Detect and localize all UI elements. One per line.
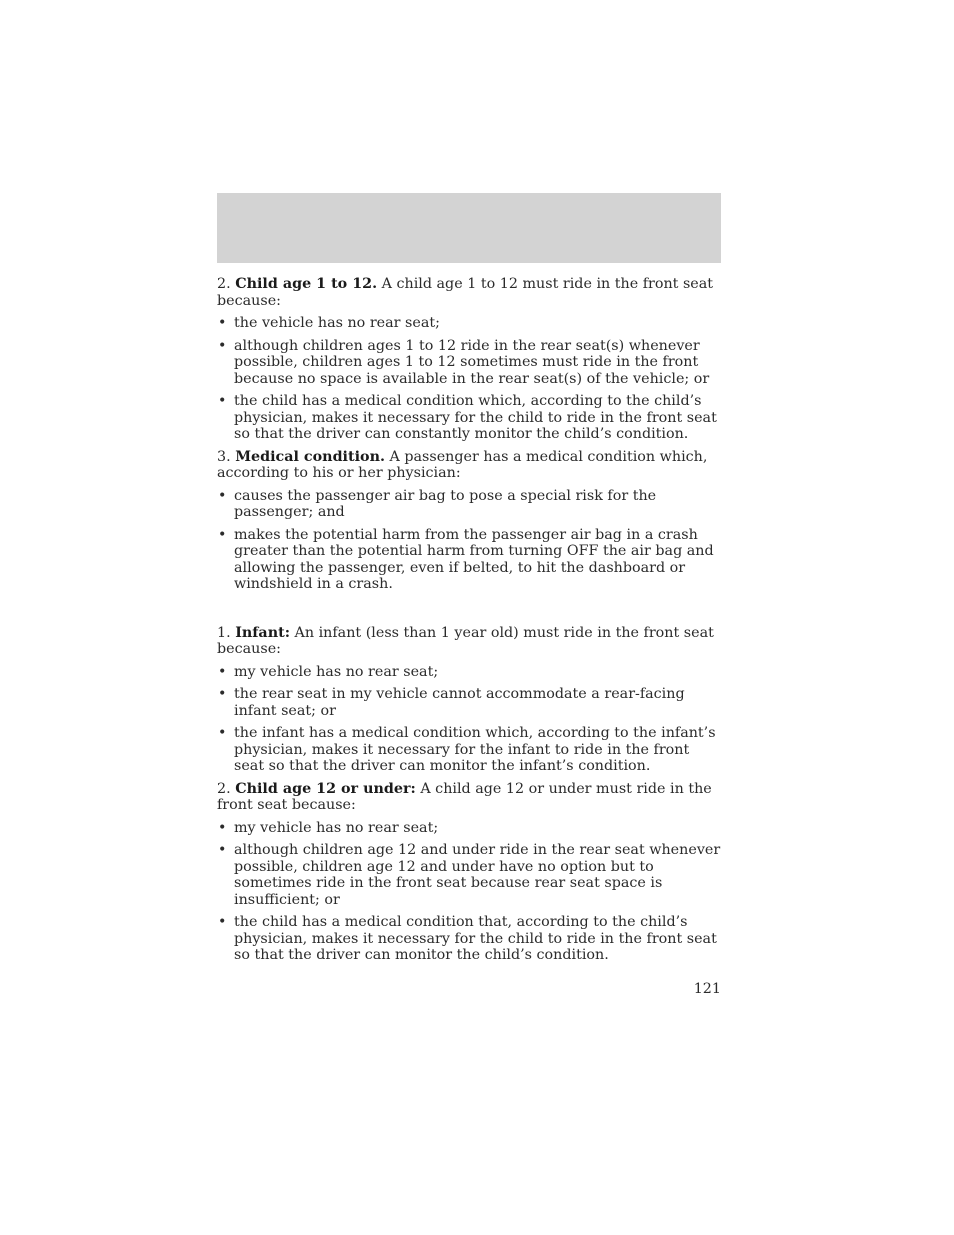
- page-content: [217, 276, 721, 970]
- list-item: [217, 338, 721, 388]
- bullet-list: [217, 664, 721, 775]
- page-number: 121: [693, 981, 721, 997]
- paragraph-text: A child age 1 to 12 must ride in the front seat because:: [217, 276, 714, 309]
- paragraph-heading: Infant:: [235, 624, 290, 641]
- numbered-paragraph-child-age-12-or-under: [217, 781, 721, 814]
- bullet-glyph: •: [218, 337, 227, 354]
- paragraph-heading: Medical condition.: [235, 448, 385, 465]
- bullet-list: [217, 820, 721, 964]
- paragraph-heading: Child age 1 to 12.: [235, 276, 378, 292]
- bullet-glyph: •: [218, 393, 227, 409]
- numbered-paragraph-infant: [217, 625, 721, 658]
- list-item: [217, 393, 721, 443]
- list-item: [217, 686, 721, 719]
- list-item: [217, 914, 721, 964]
- bullet-list: [217, 488, 721, 593]
- list-item: [217, 820, 721, 837]
- bullet-glyph: •: [218, 725, 227, 741]
- numbered-paragraph-child-age-1-to-12: [217, 276, 721, 309]
- paragraph-number: 1.: [217, 624, 231, 641]
- list-item: [217, 725, 721, 775]
- section-spacer: [217, 599, 721, 625]
- list-item: [217, 664, 721, 681]
- list-item: [217, 315, 721, 332]
- bullet-glyph: •: [218, 914, 227, 930]
- numbered-paragraph-medical-condition: [217, 449, 721, 482]
- bullet-glyph: •: [218, 315, 227, 331]
- paragraph-number: 3.: [217, 448, 231, 465]
- paragraph-text: A child age 12 or under must ride in the front seat because:: [217, 780, 712, 813]
- list-item-text: my vehicle has no rear seat;: [234, 663, 439, 680]
- paragraph-text: A passenger has a medical condition which, according to his or her physician:: [217, 448, 708, 481]
- list-item-text: causes the passenger air bag to pose a special risk for the passenger; and: [234, 487, 657, 520]
- bullet-glyph: •: [218, 686, 227, 702]
- list-item-text: the child has a medical condition which, according to the child’s physician, makes it necessary for the child to ride in the front seat so that the driver can constantly monitor the child’s condition.: [234, 393, 717, 442]
- list-item-text: although children ages 1 to 12 ride in the rear seat(s) whenever possible, children ages 1 to 12 sometimes must ride in the front because no space is available in the rear seat(s) of the vehicle; or: [234, 337, 710, 387]
- bullet-glyph: •: [218, 487, 227, 504]
- bullet-glyph: •: [218, 526, 227, 543]
- list-item: [217, 488, 721, 521]
- list-item-text: the infant has a medical condition which, according to the infant’s physician, makes it necessary for the infant to ride in the front seat so that the driver can monitor the infant’s condition.: [234, 725, 716, 774]
- section-2: [217, 625, 721, 964]
- paragraph-heading: Child age 12 or under:: [235, 780, 416, 797]
- paragraph-number: 2.: [217, 780, 231, 797]
- paragraph-text: An infant (less than 1 year old) must ride in the front seat because:: [217, 624, 714, 657]
- section-1: [217, 276, 721, 593]
- list-item: [217, 842, 721, 908]
- bullet-list: [217, 315, 721, 443]
- list-item-text: the rear seat in my vehicle cannot accommodate a rear-facing infant seat; or: [234, 686, 685, 719]
- list-item-text: although children age 12 and under ride in the rear seat whenever possible, children age 12 and under have no option but to sometimes ride in the front seat because rear seat space is insufficient; or: [234, 842, 721, 908]
- paragraph-number: 2.: [217, 276, 231, 292]
- list-item-text: the child has a medical condition that, according to the child’s physician, makes it necessary for the child to ride in the front seat so that the driver can monitor the child’s condition.: [234, 914, 717, 963]
- bullet-glyph: •: [218, 663, 227, 680]
- list-item-text: makes the potential harm from the passenger air bag in a crash greater than the potential harm from turning OFF the air bag and allowing the passenger, even if belted, to hit the dashboard or windshield in a crash.: [234, 526, 714, 592]
- section-header-band: [217, 193, 721, 263]
- list-item: [217, 527, 721, 593]
- list-item-text: the vehicle has no rear seat;: [234, 315, 440, 331]
- bullet-glyph: •: [218, 842, 227, 858]
- bullet-glyph: •: [218, 819, 227, 836]
- list-item-text: my vehicle has no rear seat;: [234, 819, 439, 836]
